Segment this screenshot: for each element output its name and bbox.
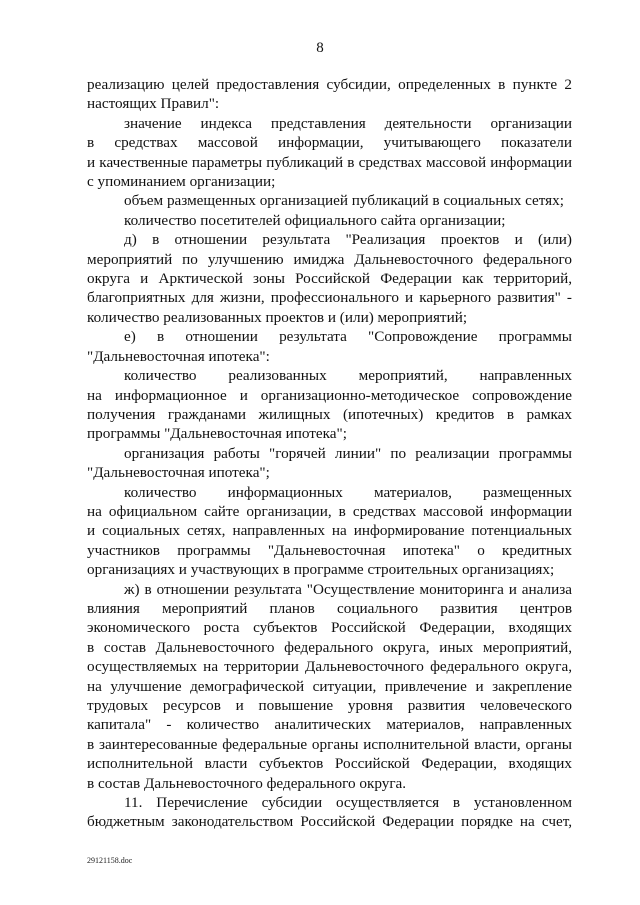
text-line: получения гражданами жилищных (ипотечных) кредитов в рамках [87,405,572,423]
text-line: количество посетителей официального сайта организации; [124,211,506,229]
text-line: на официальном сайте организации, в средствах массовой информации [87,502,572,520]
text-line: на информационное и организационно-методическое сопровождение [87,386,572,404]
text-line: благоприятных для жизни, профессионального и карьерного развития" - [87,289,572,307]
text-line: программы "Дальневосточная ипотека"; [87,425,347,443]
text-line: капитала" - количество аналитических материалов, направленных [87,716,572,734]
text-line: округа и Арктической зоны Российской Федерации как территорий, [87,270,572,288]
text-line: е) в отношении результата "Сопровождение программы [124,328,572,346]
text-line: участников программы "Дальневосточная ипотека" о кредитных [87,541,572,559]
text-line: и качественные параметры публикаций в средствах массовой информации [87,153,572,171]
text-line: организациях и участвующих в программе строительных организациях; [87,561,555,579]
document-body [87,75,572,832]
text-line: количество реализованных мероприятий, направленных [124,367,572,385]
text-line: количество информационных материалов, размещенных [124,483,572,501]
text-line: количество реализованных проектов и (или) мероприятий; [87,308,468,326]
text-line: влияния мероприятий планов социального развития центров [87,599,572,617]
text-line: осуществляемых на территории Дальневосточного федерального округа, [87,658,572,676]
text-line: настоящих Правил": [87,95,220,113]
text-line: бюджетным законодательством Российской Федерации порядке на счет, [87,813,572,831]
footer-document-reference: 29121158.doc [87,856,133,865]
text-line: на улучшение демографической ситуации, привлечение и закрепление [87,677,572,695]
page-number: 8 [316,40,324,56]
text-line: экономического роста субъектов Российской Федерации, входящих [87,619,572,637]
text-line: и социальных сетях, направленных на информирование потенциальных [87,522,572,540]
text-line: в заинтересованные федеральные органы исполнительной власти, органы [87,735,572,753]
text-line: исполнительной власти субъектов Российской Федерации, входящих [87,755,572,773]
text-line: мероприятий по улучшению имиджа Дальневосточного федерального [87,250,572,268]
text-line: "Дальневосточная ипотека"; [87,464,270,482]
text-line: ж) в отношении результата "Осуществление мониторинга и анализа [124,580,572,598]
text-line: д) в отношении результата "Реализация проектов и (или) [124,231,572,249]
text-line: трудовых ресурсов и повышение уровня развития человеческого [87,697,572,714]
text-line: с упоминанием организации; [87,173,276,191]
text-line: в состав Дальневосточного федерального округа, иных мероприятий, [87,638,572,656]
text-line: объем размещенных организацией публикаций в социальных сетях; [124,192,564,210]
text-line: организация работы "горячей линии" по реализации программы [124,444,572,462]
text-line: в состав Дальневосточного федерального округа. [87,774,407,792]
text-line: в средствах массовой информации, учитывающего показатели [87,134,572,152]
text-line: значение индекса представления деятельности организации [124,114,572,132]
text-line: "Дальневосточная ипотека": [87,347,270,365]
text-line: 11. Перечисление субсидии осуществляется в установленном [124,794,572,812]
text-line: реализацию целей предоставления субсидии, определенных в пункте 2 [87,76,572,93]
